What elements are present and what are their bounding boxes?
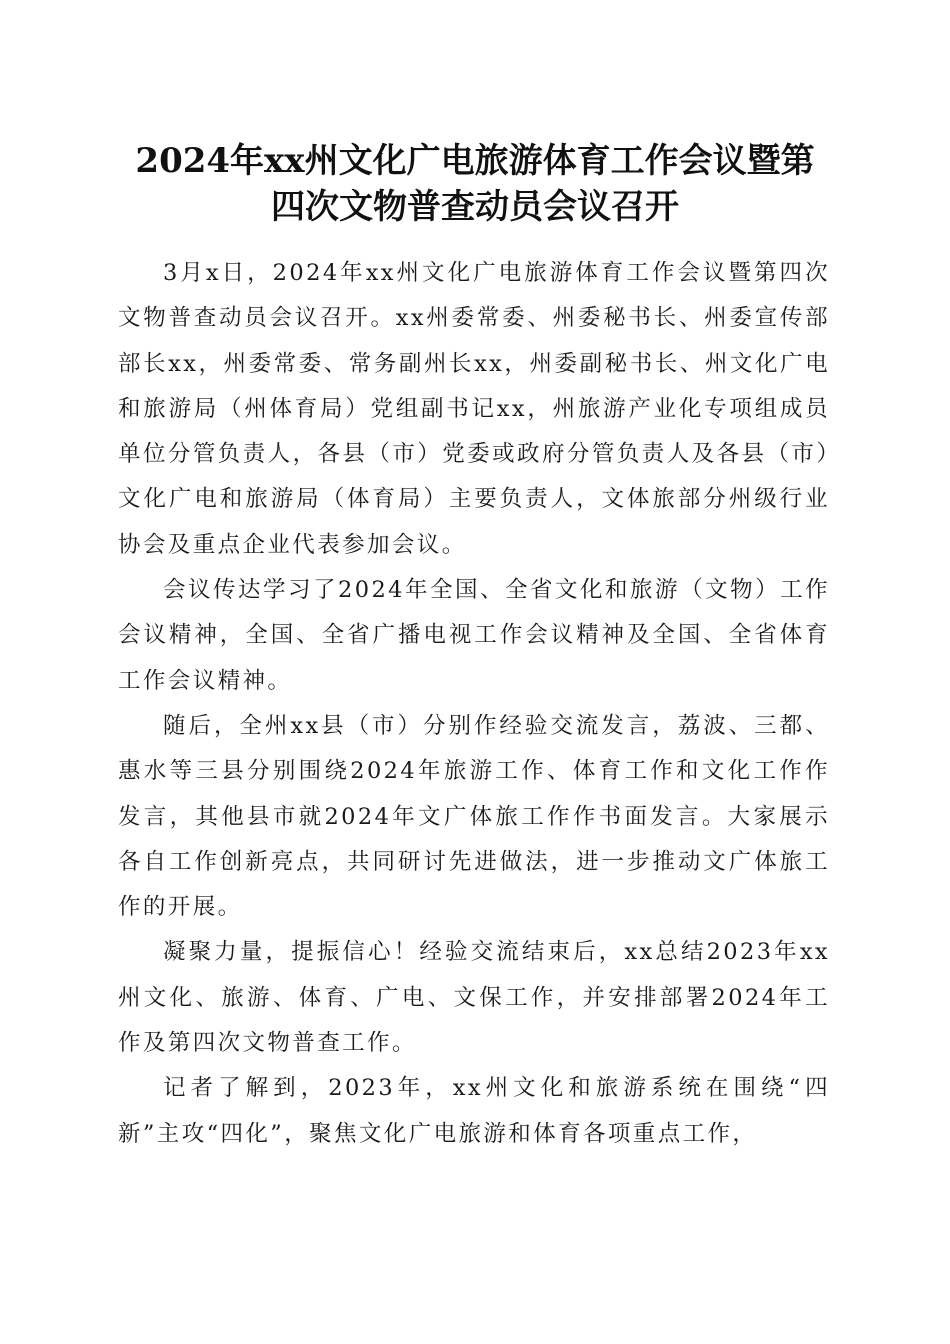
title-line-2: 四次文物普查动员会议召开 <box>271 187 679 227</box>
paragraph-1: 3月x日，2024年xx州文化广电旅游体育工作会议暨第四次文物普查动员会议召开。xx州委常委、州委秘书长、州委宣传部部长xx，州委常委、常务副州长xx，州委副秘书长、州文化广电和旅游局（州体育局）党组副书记xx，州旅游产业化专项组成员单位分管负责人，各县（市）党委或政府分管负责人及各县（市）文化广电和旅游局（体育局）主要负责人，文体旅部分州级行业协会及重点企业代表参加会议。 <box>118 260 830 558</box>
title-line-1: 2024年xx州文化广电旅游体育工作会议暨第 <box>135 141 815 181</box>
document-body <box>118 251 830 1157</box>
paragraph-4: 凝聚力量，提振信心！经验交流结束后，xx总结2023年xx州文化、旅游、体育、广电、文保工作，并安排部署2024年工作及第四次文物普查工作。 <box>118 939 830 1057</box>
paragraph-2: 会议传达学习了2024年全国、全省文化和旅游（文物）工作会议精神，全国、全省广播电视工作会议精神及全国、全省体育工作会议精神。 <box>118 577 830 694</box>
paragraph-5: 记者了解到，2023年，xx州文化和旅游系统在围绕“四新”主攻“四化”，聚焦文化广电旅游和体育各项重点工作， <box>118 1075 830 1147</box>
document-title <box>96 138 854 230</box>
paragraph-3: 随后，全州xx县（市）分别作经验交流发言，荔波、三都、惠水等三县分别围绕2024年旅游工作、体育工作和文化工作作发言，其他县市就2024年文广体旅工作作书面发言。大家展示各自工作创新亮点，共同研讨先进做法，进一步推动文广体旅工作的开展。 <box>118 712 830 921</box>
